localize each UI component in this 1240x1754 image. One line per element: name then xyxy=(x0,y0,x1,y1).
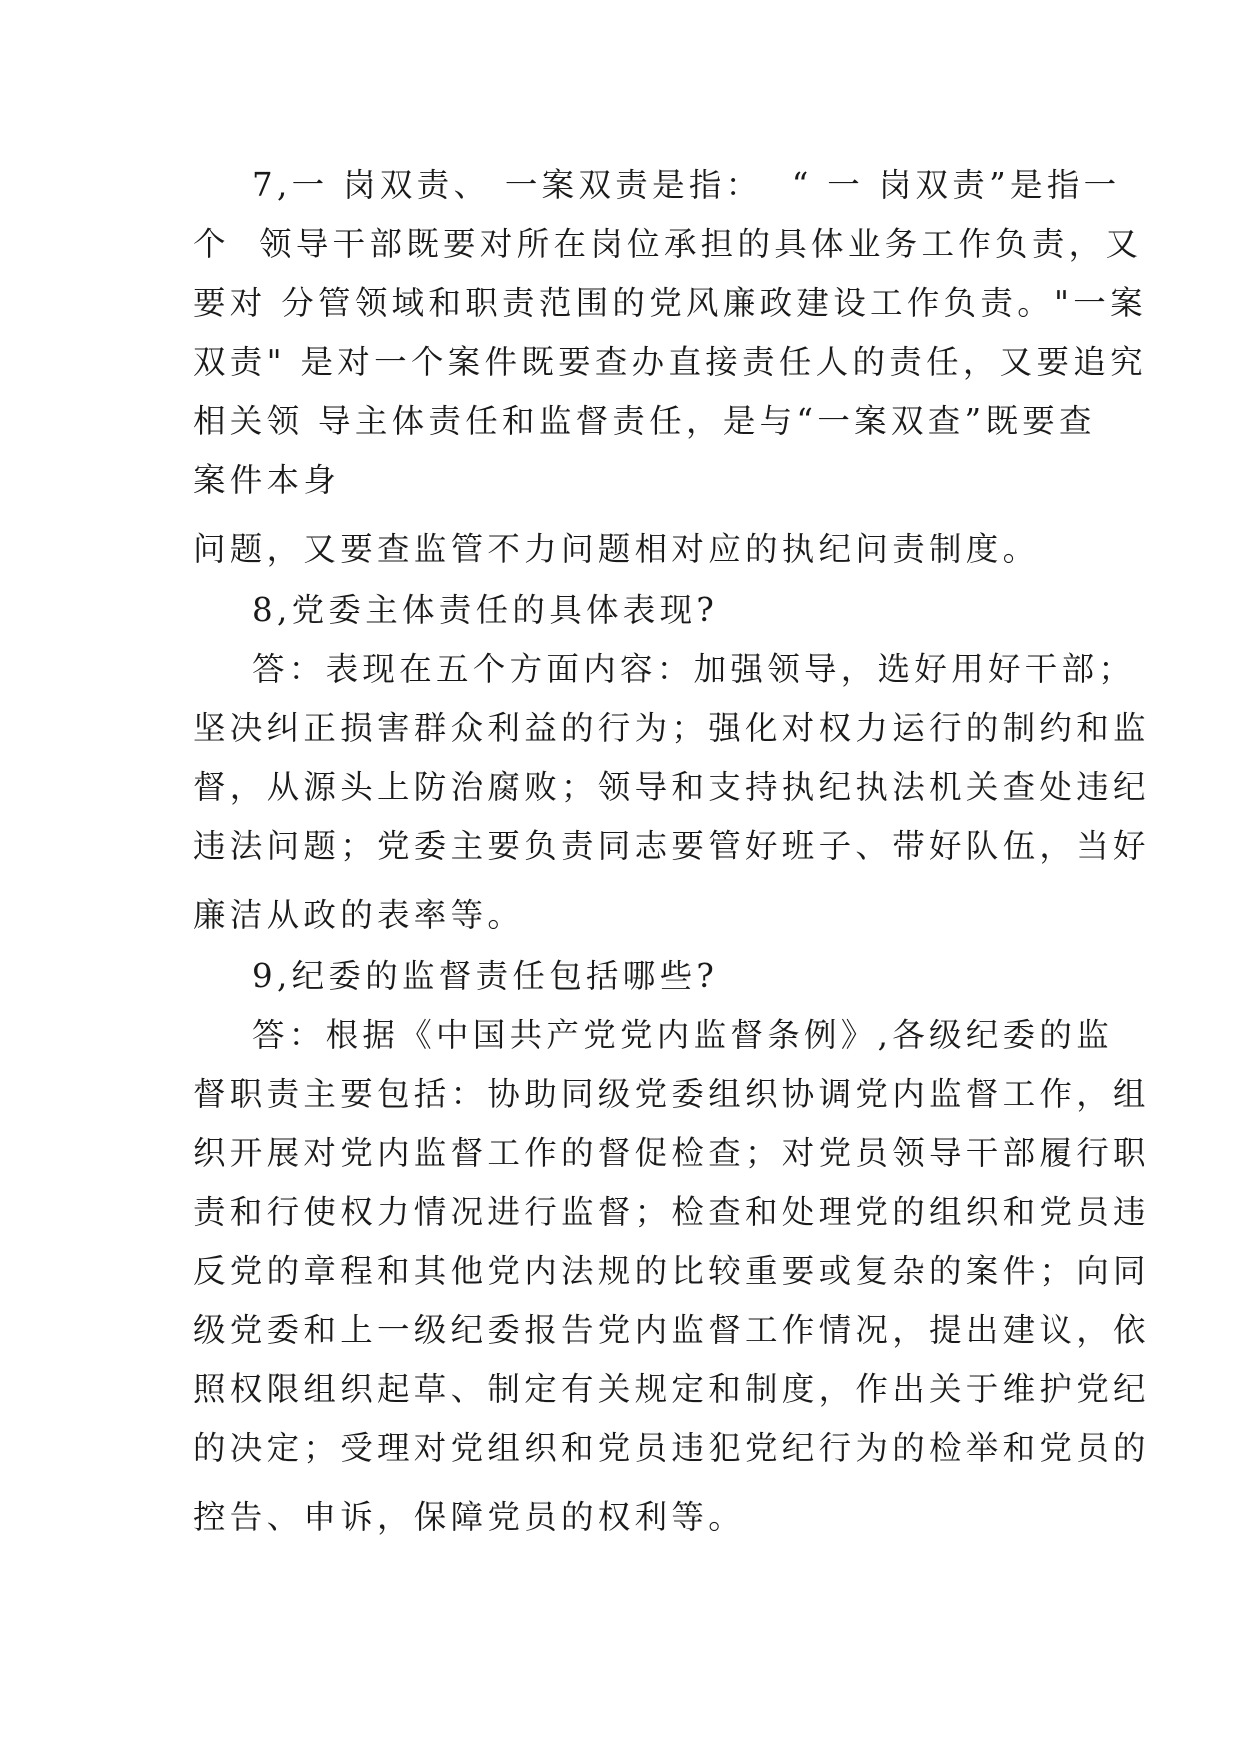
paragraph-line: 责和行使权力情况进行监督；检查和处理党的组织和党员违 xyxy=(193,1193,1150,1231)
paragraph-line: 督职责主要包括：协助同级党委组织协调党内监督工作，组 xyxy=(193,1075,1150,1113)
paragraph-line: 要对 分管领域和职责范围的党风廉政建设工作负责。"一案 xyxy=(193,284,1147,322)
paragraph-line: 案件本身 xyxy=(193,461,341,499)
paragraph-line: 答：表现在五个方面内容：加强领导，选好用好干部； xyxy=(252,650,1136,688)
paragraph-line: 织开展对党内监督工作的督促检查；对党员领导干部履行职 xyxy=(193,1134,1150,1172)
question-heading: 8,党委主体责任的具体表现? xyxy=(252,591,719,629)
paragraph-line: 双责" 是对一个案件既要查办直接责任人的责任，又要追究 xyxy=(193,343,1147,381)
paragraph-line: 个 领导干部既要对所在岗位承担的具体业务工作负责，又 xyxy=(193,225,1143,263)
paragraph-line: 控告、申诉，保障党员的权利等。 xyxy=(193,1498,746,1536)
paragraph-line: 坚决纠正损害群众利益的行为；强化对权力运行的制约和监 xyxy=(193,709,1150,747)
paragraph-line: 反党的章程和其他党内法规的比较重要或复杂的案件；向同 xyxy=(193,1252,1150,1290)
paragraph-line: 照权限组织起草、制定有关规定和制度，作出关于维护党纪 xyxy=(193,1370,1150,1408)
paragraph-line: 级党委和上一级纪委报告党内监督工作情况，提出建议，依 xyxy=(193,1311,1150,1349)
paragraph-line: 督，从源头上防治腐败；领导和支持执纪执法机关查处违纪 xyxy=(193,768,1150,806)
paragraph-line: 的决定；受理对党组织和党员违犯党纪行为的检举和党员的 xyxy=(193,1429,1150,1467)
paragraph-line: 问题，又要查监管不力问题相对应的执纪问责制度。 xyxy=(193,530,1040,568)
paragraph-line: 违法问题；党委主要负责同志要管好班子、带好队伍，当好 xyxy=(193,827,1150,865)
paragraph-line: 廉洁从政的表率等。 xyxy=(193,896,525,934)
question-heading: 9,纪委的监督责任包括哪些? xyxy=(252,957,719,995)
paragraph-line: 答：根据《中国共产党党内监督条例》,各级纪委的监 xyxy=(252,1016,1114,1054)
paragraph-line: 相关领 导主体责任和监督责任，是与“一案双查”既要查 xyxy=(193,402,1096,440)
paragraph-line: 7,一 岗双责、 一案双责是指： “ 一 岗双责”是指一 xyxy=(252,166,1121,204)
